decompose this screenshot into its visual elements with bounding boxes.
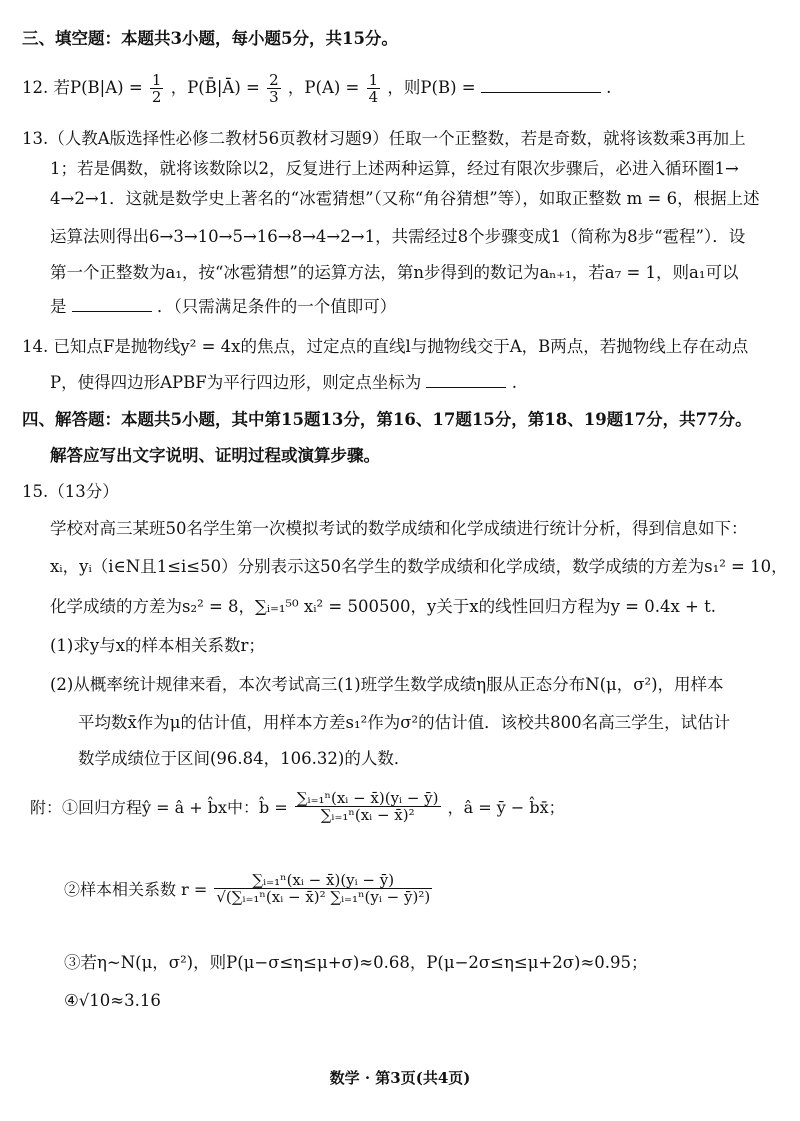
section4-heading-line-1: 四、解答题：本题共5小题，其中第15题13分，第16、17题15分，第18、19题17分，共77分。	[22, 410, 752, 429]
question-12	[22, 72, 611, 105]
q13-line-6	[50, 296, 396, 318]
q13-last-post: ．（只需满足条件的一个值即可）	[157, 297, 397, 316]
appendix-item-3: ③若η~N(μ，σ²)，则P(μ−σ≤η≤μ+σ)≈0.68，P(μ−2σ≤η≤μ+2σ)≈0.95；	[64, 953, 648, 972]
appendix-item-4: ④√10≈3.16	[64, 991, 161, 1010]
q14-answer-blank[interactable]	[426, 375, 506, 388]
q12-pre: 若P(B|A) =	[53, 78, 148, 97]
q12-mid2: ，P(A) =	[287, 78, 365, 97]
q15-sub-2-line-1: (2)从概率统计规律来看，本次考试高三(1)班学生数学成绩η服从正态分布N(μ，σ²)，用样本	[50, 675, 724, 694]
q12-fraction-3: $\frac{1}{4}$	[368, 71, 379, 106]
appendix-correlation	[64, 872, 434, 905]
q13-answer-blank[interactable]	[72, 299, 152, 312]
q12-number: 12.	[22, 78, 49, 97]
q14-line2-post: .	[511, 373, 517, 392]
q15-sub-2-line-2: 平均数x̄作为μ的估计值，用样本方差s₁²作为σ²的估计值．该校共800名高三学生，试估计	[78, 713, 731, 732]
appendix-r-fraction: $\frac{\text{∑ᵢ₌₁ⁿ(xᵢ − x̄)(yᵢ − ȳ)}}{\text{√(∑ᵢ₌₁ⁿ(xᵢ − x̄)² ∑ᵢ₌₁ⁿ(yᵢ − ȳ)²)}}$	[216, 871, 431, 906]
q15-sub-2-line-3: 数学成绩位于区间(96.84，106.32)的人数．	[78, 749, 411, 768]
q13-last-pre: 是	[50, 297, 67, 316]
q15-header: 15.（13分）	[22, 482, 119, 501]
q15-line-3: 化学成绩的方差为s₂² = 8，∑ᵢ₌₁⁵⁰ xᵢ² = 500500，y关于x的线性回归方程为y = 0.4x + t.	[50, 597, 716, 616]
q12-answer-blank[interactable]	[481, 80, 601, 93]
section3-heading: 三、填空题：本题共3小题，每小题5分，共15分。	[22, 29, 398, 48]
q15-line-1: 学校对高三某班50名学生第一次模拟考试的数学成绩和化学成绩进行统计分析，得到信息如下：	[50, 519, 748, 538]
q14-line2-pre: P，使得四边形APBF为平行四边形，则定点坐标为	[50, 373, 422, 392]
q12-post: ，则P(B) =	[387, 78, 476, 97]
q13-line-2: 1；若是偶数，就将该数除以2，反复进行上述两种运算，经过有限次步骤后，必进入循环圈1→	[50, 159, 739, 178]
q13-line-1: 13.（人教A版选择性必修二教材56页教材习题9）任取一个正整数，若是奇数，就将该数乘3再加上	[22, 129, 746, 148]
q13-line-3: 4→2→1．这就是数学史上著名的“冰雹猜想”（又称“角谷猜想”等），如取正整数 m = 6，根据上述	[50, 189, 760, 208]
q13-line-5: 第一个正整数为a₁，按“冰雹猜想”的运算方法，第n步得到的数记为aₙ₊₁，若a₇ = 1，则a₁可以	[50, 263, 739, 282]
section4-heading-line-2: 解答应写出文字说明、证明过程或演算步骤。	[50, 446, 380, 465]
appendix-b-fraction: $\frac{\text{∑ᵢ₌₁ⁿ(xᵢ − x̄)(yᵢ − ȳ)}}{\text{∑ᵢ₌₁ⁿ(xᵢ − x̄)²}}$	[296, 789, 439, 824]
appendix-label: 附：①回归方程ŷ = â + b̂x中：b̂ =	[30, 798, 288, 817]
q14-line-1: 14. 已知点F是抛物线y² = 4x的焦点，过定点的直线l与抛物线交于A，B两点，若抛物线上存在动点	[22, 337, 749, 356]
q12-fraction-2: $\frac{2}{3}$	[269, 71, 279, 106]
q13-line-4: 运算法则得出6→3→10→5→16→8→4→2→1，共需经过8个步骤变成1（简称为8步“雹程”）．设	[50, 227, 746, 246]
q14-line-2	[50, 372, 517, 394]
q15-sub-1: (1)求y与x的样本相关系数r；	[50, 636, 265, 655]
q12-mid1: ，P(B̄|Ā) =	[170, 78, 266, 97]
q12-fraction-1: $\frac{1}{2}$	[151, 71, 162, 106]
appendix-a-expression: ，â = ȳ − b̂x̄；	[447, 798, 565, 817]
q15-line-2: xᵢ，yᵢ（i∈N且1≤i≤50）分别表示这50名学生的数学成绩和化学成绩，数学成绩的方差为s₁² = 10，	[50, 557, 788, 576]
appendix-regression	[30, 790, 565, 823]
appendix-r-label: ②样本相关系数 r =	[64, 880, 208, 899]
page-footer: 数学 · 第3页(共4页)	[329, 1069, 471, 1087]
q12-end: .	[606, 78, 612, 97]
